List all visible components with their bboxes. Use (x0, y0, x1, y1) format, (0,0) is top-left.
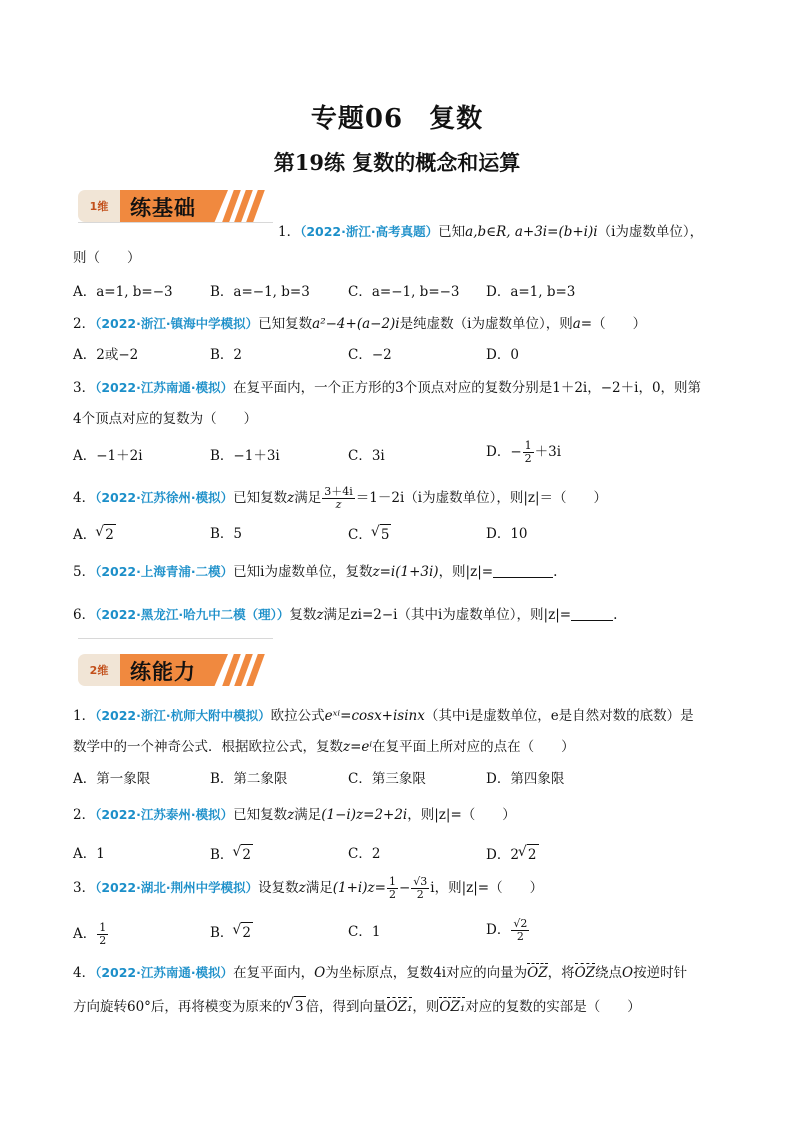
section-header-ability (78, 652, 278, 688)
problem-3: 3．（2022·湖北·荆州中学模拟）设复数z满足(1+i)z= $\frac{1}{2}$ − $\frac{√3}{2}$ i，则|z|=（ ） (73, 875, 544, 901)
section-header-basic (78, 188, 278, 224)
title-right: 复数 (429, 104, 484, 134)
question-3: 3．（2022·江苏南通·模拟）在复平面内，一个正方形的3个顶点对应的复数分别是1＋2i，−2＋i，0，则第 (73, 380, 702, 396)
section-label: 练能力 (130, 660, 196, 684)
title-left: 专题06 (310, 104, 404, 134)
question-5: 5．（2022·上海青浦·二模）已知i为虚数单位，复数z=i(1+3i)，则|z|= . (73, 564, 558, 580)
problem-2: 2．（2022·江苏泰州·模拟）已知复数z满足(1−i)z=2+2i，则|z|=（ ） (73, 807, 516, 823)
section-tag: 1维 (78, 190, 120, 222)
question-4: 4．（2022·江苏徐州·模拟）已知复数z满足 $\frac{3+4i}{z}$ ＝1－2i（i为虚数单位），则|z|＝（ ） (73, 485, 608, 511)
page-title (0, 98, 794, 135)
problem-4: 4．（2022·江苏南通·模拟）在复平面内，O为坐标原点，复数4i对应的向量为OZ，将OZ绕点O按逆时针 (73, 965, 688, 981)
question-6: 6．（2022·黑龙江·哈九中二模（理））复数z满足zi=2−i（其中i为虚数单位），则|z|= . (73, 607, 618, 623)
section-tag: 2维 (78, 654, 120, 686)
section-label: 练基础 (130, 196, 196, 220)
page-subtitle: 第19练 复数的概念和运算 (273, 150, 521, 175)
question-2: 2．（2022·浙江·镇海中学模拟）已知复数a²−4+(a−2)i是纯虚数（i为虚数单位），则a=（ ） (73, 316, 647, 332)
question-1: 1．（2022·浙江·高考真题）已知a,b∈R, a+3i=(b+i)i（i为虚数单位）， (278, 224, 704, 240)
option-d: D．− $\frac{1}{2}$ ＋3i (486, 439, 562, 465)
problem-1: 1．（2022·浙江·杭师大附中模拟）欧拉公式eˣⁱ=cosx+isinx（其中i是虚数单位，e是自然对数的底数）是 (73, 708, 694, 724)
